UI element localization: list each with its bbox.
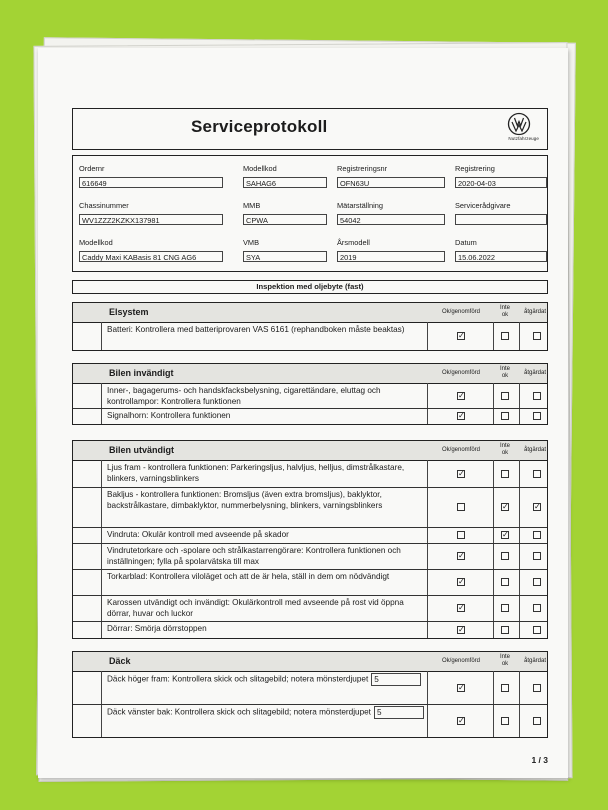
field-label: MMB — [243, 201, 261, 210]
column-header: åtgärdat — [523, 447, 547, 453]
row-text — [107, 410, 427, 421]
column-header: Inte ok — [499, 366, 510, 379]
fixed-checkbox[interactable] — [533, 717, 541, 725]
row-label: Ljus fram - kontrollera funktionen: Parkeringsljus, halvljus, helljus, dimstrålkastare, blinkers, varningsblinkers — [107, 463, 405, 483]
page-number: 1 / 3 — [531, 755, 548, 765]
row-label: Signalhorn: Kontrollera funktionen — [107, 411, 231, 420]
field-label: Mätarställning — [337, 201, 384, 210]
section-header — [73, 364, 547, 384]
not-ok-checkbox[interactable] — [501, 503, 509, 511]
checklist-row — [73, 408, 547, 424]
inspection-title: Inspektion med oljebyte (fast) — [72, 280, 548, 294]
ok-checkbox[interactable] — [457, 717, 465, 725]
column-header: åtgärdat — [523, 370, 547, 376]
row-text — [107, 489, 427, 511]
row-text — [107, 385, 427, 407]
checklist-row — [73, 621, 547, 638]
vehicle-info-box — [72, 155, 548, 272]
section-header — [73, 441, 547, 461]
checklist-row — [73, 704, 547, 737]
not-ok-checkbox[interactable] — [501, 412, 509, 420]
ok-checkbox[interactable] — [457, 578, 465, 586]
field-label: VMB — [243, 238, 260, 247]
tread-depth-field[interactable]: 5 — [374, 706, 424, 719]
row-label: Vindruta: Okulär kontroll med avseende på skador — [107, 530, 289, 539]
brand-subtitle: Nutzfahrzeuge — [508, 136, 539, 141]
not-ok-checkbox[interactable] — [501, 578, 509, 586]
field-value: 15.06.2022 — [455, 251, 547, 262]
field-value: SAHAG6 — [243, 177, 327, 188]
row-label: Inner-, bagagerums- och handskfacksbelysning, cigarettändare, eluttag och kontrollampor: Kontrollera funktionen — [107, 386, 381, 406]
row-text — [107, 324, 427, 335]
field-label: Registrering — [455, 164, 495, 173]
column-header: Inte ok — [499, 305, 510, 318]
field-value: 54042 — [337, 214, 445, 225]
fixed-checkbox[interactable] — [533, 578, 541, 586]
row-text — [107, 571, 427, 582]
row-label: Däck höger fram: Kontrollera skick och slitagebild; notera mönsterdjupet — [107, 674, 369, 684]
field-value — [455, 214, 547, 225]
fixed-checkbox[interactable] — [533, 604, 541, 612]
fixed-checkbox[interactable] — [533, 531, 541, 539]
row-label: Däck vänster bak: Kontrollera skick och slitagebild; notera mönsterdjupet — [107, 707, 371, 717]
checklist-row — [73, 543, 547, 570]
field-value: OFN63U — [337, 177, 445, 188]
ok-checkbox[interactable] — [457, 626, 465, 634]
ok-checkbox[interactable] — [457, 503, 465, 511]
title-box — [72, 108, 548, 150]
column-header: Ok/genomförd — [441, 447, 481, 453]
not-ok-checkbox[interactable] — [501, 531, 509, 539]
row-text — [107, 706, 427, 719]
not-ok-checkbox[interactable] — [501, 717, 509, 725]
not-ok-checkbox[interactable] — [501, 684, 509, 692]
row-text — [107, 597, 427, 619]
field-label: Modellkod — [79, 238, 113, 247]
fixed-checkbox[interactable] — [533, 552, 541, 560]
fixed-checkbox[interactable] — [533, 392, 541, 400]
section-title: Däck — [109, 656, 131, 666]
column-header: Inte ok — [499, 443, 510, 456]
fixed-checkbox[interactable] — [533, 470, 541, 478]
field-label: Servicerådgivare — [455, 201, 511, 210]
not-ok-checkbox[interactable] — [501, 626, 509, 634]
field-label: Årsmodell — [337, 238, 370, 247]
checklist-row — [73, 383, 547, 409]
field-value: Caddy Maxi KABasis 81 CNG AG6 — [79, 251, 223, 262]
not-ok-checkbox[interactable] — [501, 332, 509, 340]
fixed-checkbox[interactable] — [533, 684, 541, 692]
field-value: 2019 — [337, 251, 445, 262]
not-ok-checkbox[interactable] — [501, 604, 509, 612]
fixed-checkbox[interactable] — [533, 626, 541, 634]
column-header: Inte ok — [499, 654, 510, 667]
column-header: Ok/genomförd — [441, 370, 481, 376]
section-3 — [72, 651, 548, 738]
checklist-row — [73, 595, 547, 622]
checklist-row — [73, 487, 547, 528]
field-value: 2020-04-03 — [455, 177, 547, 188]
checklist-row — [73, 569, 547, 596]
checklist-row — [73, 671, 547, 705]
row-label: Dörrar: Smörja dörrstoppen — [107, 624, 207, 633]
field-label: Ordernr — [79, 164, 105, 173]
field-label: Chassinummer — [79, 201, 129, 210]
row-text — [107, 623, 427, 634]
row-label: Karossen utvändigt och invändigt: Okulärkontroll med avseende på rost vid öppna dörrar, huvar och luckor — [107, 598, 404, 618]
field-value: SYA — [243, 251, 327, 262]
not-ok-checkbox[interactable] — [501, 552, 509, 560]
checklist-row — [73, 527, 547, 544]
row-text — [107, 462, 427, 484]
section-header — [73, 303, 547, 323]
ok-checkbox[interactable] — [457, 332, 465, 340]
checklist-row — [73, 460, 547, 488]
vw-logo-icon — [507, 112, 531, 136]
ok-checkbox[interactable] — [457, 552, 465, 560]
section-title: Bilen invändigt — [109, 368, 174, 378]
ok-checkbox[interactable] — [457, 412, 465, 420]
section-1 — [72, 363, 548, 425]
ok-checkbox[interactable] — [457, 392, 465, 400]
column-header: Ok/genomförd — [441, 658, 481, 664]
checklist-row — [73, 322, 547, 350]
section-title: Elsystem — [109, 307, 149, 317]
section-header — [73, 652, 547, 672]
fixed-checkbox[interactable] — [533, 332, 541, 340]
row-text — [107, 673, 427, 686]
tread-depth-field[interactable]: 5 — [371, 673, 421, 686]
fixed-checkbox[interactable] — [533, 503, 541, 511]
not-ok-checkbox[interactable] — [501, 470, 509, 478]
ok-checkbox[interactable] — [457, 531, 465, 539]
column-header: åtgärdat — [523, 658, 547, 664]
section-0 — [72, 302, 548, 351]
ok-checkbox[interactable] — [457, 470, 465, 478]
field-label: Modellkod — [243, 164, 277, 173]
not-ok-checkbox[interactable] — [501, 392, 509, 400]
field-label: Registreringsnr — [337, 164, 388, 173]
field-value: 616649 — [79, 177, 223, 188]
fixed-checkbox[interactable] — [533, 412, 541, 420]
field-value: CPWA — [243, 214, 327, 225]
ok-checkbox[interactable] — [457, 604, 465, 612]
section-title: Bilen utvändigt — [109, 445, 174, 455]
row-label: Batteri: Kontrollera med batteriprovaren VAS 6161 (rephandboken måste beaktas) — [107, 325, 405, 334]
row-label: Torkarblad: Kontrollera viloläget och att de är hela, ställ in dem om nödvändigt — [107, 572, 390, 581]
page-title: Serviceprotokoll — [191, 117, 328, 136]
row-text — [107, 545, 427, 567]
row-label: Bakljus - kontrollera funktionen: Bromsljus (även extra bromsljus), baklyktor, backstrålkastare, dimbaklyktor, nummerbelysning, blinkers, varningsblinkers — [107, 490, 383, 510]
section-2 — [72, 440, 548, 639]
field-value: WV1ZZZ2KZKX137981 — [79, 214, 223, 225]
field-label: Datum — [455, 238, 477, 247]
document-page — [38, 48, 568, 778]
row-label: Vindrutetorkare och -spolare och strålkastarrengörare: Kontrollera funktionen och inställningen; fylla på spolarvätska till max — [107, 546, 401, 566]
column-header: åtgärdat — [523, 309, 547, 315]
row-text — [107, 529, 427, 540]
column-header: Ok/genomförd — [441, 309, 481, 315]
ok-checkbox[interactable] — [457, 684, 465, 692]
